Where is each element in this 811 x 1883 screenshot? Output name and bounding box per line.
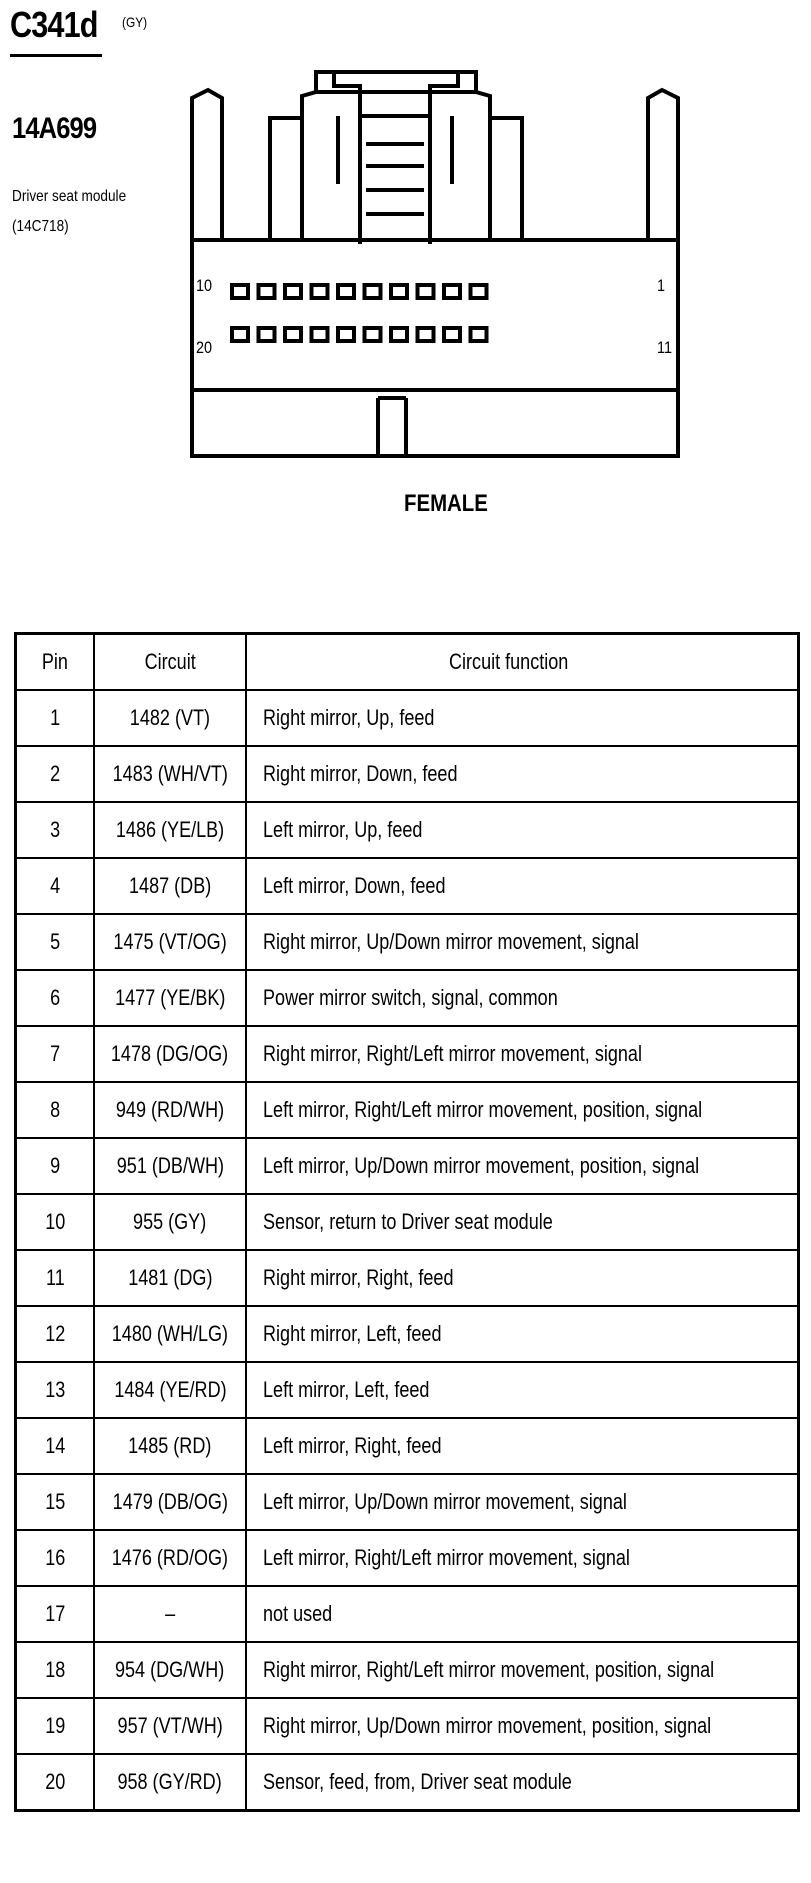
circuit-cell: 955 (GY)	[94, 1194, 246, 1250]
circuit-cell: 957 (VT/WH)	[94, 1698, 246, 1754]
pin-label-11: 11	[657, 338, 673, 357]
pin-cavity-13	[418, 328, 434, 341]
header-circuit-function: Circuit function	[246, 634, 799, 691]
function-cell: Left mirror, Up/Down mirror movement, signal	[246, 1474, 799, 1530]
circuit-cell: 1478 (DG/OG)	[94, 1026, 246, 1082]
table-row	[16, 1754, 799, 1811]
table-row	[16, 746, 799, 802]
pin-cell: 2	[16, 746, 95, 802]
function-cell: Left mirror, Right/Left mirror movement, signal	[246, 1530, 799, 1586]
circuit-cell: 1487 (DB)	[94, 858, 246, 914]
table-row	[16, 1418, 799, 1474]
function-cell: Right mirror, Left, feed	[246, 1306, 799, 1362]
pin-cell: 5	[16, 914, 95, 970]
table-header-row	[16, 634, 799, 691]
pinout-rows	[16, 690, 799, 1811]
pin-cavities	[232, 285, 487, 341]
right-latch	[648, 90, 678, 240]
function-cell: Sensor, feed, from, Driver seat module	[246, 1754, 799, 1811]
pin-cell: 3	[16, 802, 95, 858]
pin-cavity-12	[444, 328, 460, 341]
pin-cell: 6	[16, 970, 95, 1026]
pin-cell: 7	[16, 1026, 95, 1082]
circuit-cell: 1477 (YE/BK)	[94, 970, 246, 1026]
pin-cell: 19	[16, 1698, 95, 1754]
function-cell: Sensor, return to Driver seat module	[246, 1194, 799, 1250]
table-row	[16, 858, 799, 914]
circuit-cell: 1482 (VT)	[94, 690, 246, 746]
pin-cavity-19	[259, 328, 275, 341]
title-underline	[10, 54, 102, 57]
pin-cell: 16	[16, 1530, 95, 1586]
function-cell: Right mirror, Up, feed	[246, 690, 799, 746]
function-cell: Right mirror, Right/Left mirror movement, signal	[246, 1026, 799, 1082]
circuit-cell: 954 (DG/WH)	[94, 1642, 246, 1698]
circuit-cell: 1484 (YE/RD)	[94, 1362, 246, 1418]
table-row	[16, 1362, 799, 1418]
pin-cell: 10	[16, 1194, 95, 1250]
function-cell: Right mirror, Up/Down mirror movement, position, signal	[246, 1698, 799, 1754]
pin-cavity-16	[338, 328, 354, 341]
table-row	[16, 1250, 799, 1306]
pin-cell: 1	[16, 690, 95, 746]
lock-tab-outer	[316, 72, 476, 92]
table-row	[16, 1306, 799, 1362]
table-row	[16, 970, 799, 1026]
pin-cavity-20	[232, 328, 248, 341]
pin-cell: 11	[16, 1250, 95, 1306]
pin-label-1: 1	[657, 276, 666, 295]
table-row	[16, 802, 799, 858]
function-cell: Right mirror, Right, feed	[246, 1250, 799, 1306]
circuit-cell: 1483 (WH/VT)	[94, 746, 246, 802]
circuit-cell: 1480 (WH/LG)	[94, 1306, 246, 1362]
function-cell: Power mirror switch, signal, common	[246, 970, 799, 1026]
module-name: Driver seat module	[12, 188, 127, 205]
table-row	[16, 1530, 799, 1586]
header-pin: Pin	[16, 634, 95, 691]
pin-cell: 9	[16, 1138, 95, 1194]
pin-label-10: 10	[196, 276, 213, 295]
circuit-cell: 1481 (DG)	[94, 1250, 246, 1306]
pin-cavity-18	[285, 328, 301, 341]
table-row	[16, 1026, 799, 1082]
function-cell: Left mirror, Left, feed	[246, 1362, 799, 1418]
function-cell: Right mirror, Right/Left mirror movement, position, signal	[246, 1642, 799, 1698]
connector-gender: FEMALE	[404, 490, 488, 517]
pin-cavity-5	[365, 285, 381, 298]
table-row	[16, 690, 799, 746]
circuit-cell: 958 (GY/RD)	[94, 1754, 246, 1811]
module-code: (14C718)	[12, 218, 69, 235]
circuit-cell: 1486 (YE/LB)	[94, 802, 246, 858]
circuit-cell: 949 (RD/WH)	[94, 1082, 246, 1138]
pin-cavity-4	[391, 285, 407, 298]
pin-cavity-14	[391, 328, 407, 341]
pin-cell: 14	[16, 1418, 95, 1474]
pin-cavity-8	[285, 285, 301, 298]
function-cell: Left mirror, Up, feed	[246, 802, 799, 858]
table-row	[16, 1642, 799, 1698]
circuit-cell: 1485 (RD)	[94, 1418, 246, 1474]
pin-cell: 4	[16, 858, 95, 914]
function-cell: Left mirror, Up/Down mirror movement, position, signal	[246, 1138, 799, 1194]
pin-cavity-7	[312, 285, 328, 298]
function-cell: Left mirror, Down, feed	[246, 858, 799, 914]
table-row	[16, 914, 799, 970]
function-cell: Right mirror, Up/Down mirror movement, signal	[246, 914, 799, 970]
pin-cell: 18	[16, 1642, 95, 1698]
pin-cell: 20	[16, 1754, 95, 1811]
connector-id: C341d	[10, 4, 98, 45]
circuit-cell: 951 (DB/WH)	[94, 1138, 246, 1194]
pin-cell: 12	[16, 1306, 95, 1362]
function-cell: Left mirror, Right, feed	[246, 1418, 799, 1474]
pin-cavity-9	[259, 285, 275, 298]
connector-body	[192, 240, 678, 456]
pin-cavity-11	[471, 328, 487, 341]
circuit-cell: –	[94, 1586, 246, 1642]
pin-cell: 17	[16, 1586, 95, 1642]
pin-cell: 15	[16, 1474, 95, 1530]
pinout-table	[14, 632, 800, 1812]
pin-cavity-1	[471, 285, 487, 298]
part-number: 14A699	[12, 112, 97, 145]
circuit-cell: 1476 (RD/OG)	[94, 1530, 246, 1586]
pin-cavity-15	[365, 328, 381, 341]
table-row	[16, 1138, 799, 1194]
table-row	[16, 1194, 799, 1250]
pin-cavity-2	[444, 285, 460, 298]
circuit-cell: 1479 (DB/OG)	[94, 1474, 246, 1530]
table-row	[16, 1082, 799, 1138]
pin-cell: 13	[16, 1362, 95, 1418]
table-row	[16, 1586, 799, 1642]
pin-cavity-10	[232, 285, 248, 298]
pin-cavity-6	[338, 285, 354, 298]
header-circuit: Circuit	[94, 634, 246, 691]
connector-color: (GY)	[122, 14, 148, 30]
table-row	[16, 1474, 799, 1530]
circuit-cell: 1475 (VT/OG)	[94, 914, 246, 970]
pin-label-20: 20	[196, 338, 213, 357]
connector-diagram	[190, 58, 680, 458]
table-row	[16, 1698, 799, 1754]
function-cell: Left mirror, Right/Left mirror movement, position, signal	[246, 1082, 799, 1138]
pin-cavity-3	[418, 285, 434, 298]
function-cell: Right mirror, Down, feed	[246, 746, 799, 802]
left-latch	[192, 90, 222, 240]
function-cell: not used	[246, 1586, 799, 1642]
pin-cell: 8	[16, 1082, 95, 1138]
pin-cavity-17	[312, 328, 328, 341]
